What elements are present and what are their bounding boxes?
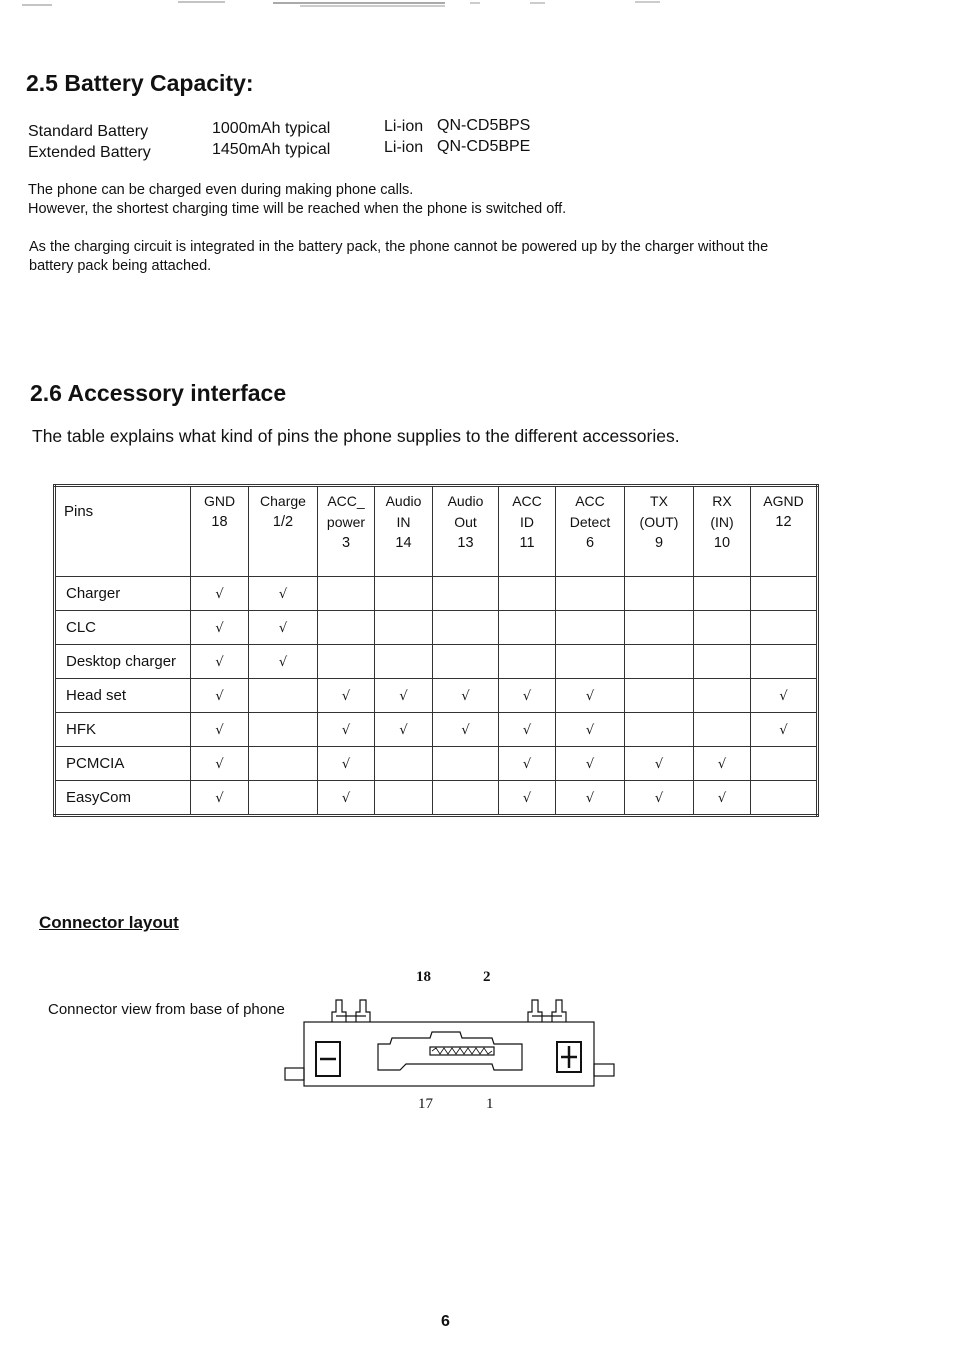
table-cell xyxy=(249,611,318,645)
check-mark: √ xyxy=(585,791,595,806)
row-label: PCMCIA xyxy=(55,747,191,781)
check-mark: √ xyxy=(654,791,664,806)
table-cell xyxy=(375,781,433,816)
table-cell xyxy=(751,611,818,645)
battery-type-column xyxy=(28,121,151,163)
table-cell xyxy=(751,679,818,713)
check-mark: √ xyxy=(341,757,351,772)
table-cell xyxy=(249,679,318,713)
charging-line-4: battery pack being attached. xyxy=(29,258,212,274)
table-cell xyxy=(751,577,818,611)
table-cell xyxy=(433,747,499,781)
table-cell xyxy=(433,713,499,747)
table-cell xyxy=(191,747,249,781)
table-cell xyxy=(191,611,249,645)
check-mark: √ xyxy=(215,757,224,772)
accessory-heading: 2.6 Accessory interface xyxy=(30,380,287,406)
table-cell xyxy=(625,645,694,679)
table-cell xyxy=(556,713,625,747)
table-header-row xyxy=(55,486,818,577)
row-label: CLC xyxy=(55,611,191,645)
table-cell xyxy=(625,577,694,611)
battery-type-extended: Extended Battery xyxy=(28,144,151,161)
table-cell xyxy=(556,645,625,679)
check-mark: √ xyxy=(717,791,727,806)
table-cell xyxy=(694,747,751,781)
table-cell xyxy=(375,577,433,611)
col-header-charge: Charge 1/2 xyxy=(249,486,318,577)
table-cell xyxy=(249,747,318,781)
table-cell xyxy=(375,645,433,679)
table-cell xyxy=(499,611,556,645)
table-cell xyxy=(499,577,556,611)
table-cell xyxy=(191,679,249,713)
check-mark: √ xyxy=(399,689,408,704)
table-row xyxy=(55,577,818,611)
battery-type-standard: Standard Battery xyxy=(28,123,149,140)
check-mark: √ xyxy=(341,723,351,738)
table-row xyxy=(55,781,818,816)
table-cell xyxy=(625,747,694,781)
table-cell xyxy=(499,747,556,781)
row-label: EasyCom xyxy=(55,781,191,816)
battery-capacity-standard: 1000mAh typical xyxy=(212,120,331,137)
table-cell xyxy=(433,577,499,611)
charging-paragraph-2 xyxy=(29,238,768,276)
col-header-gnd: GND 18 xyxy=(191,486,249,577)
pins-header: Pins xyxy=(55,486,191,577)
table-cell xyxy=(375,679,433,713)
battery-chem-extended: Li-ion xyxy=(384,139,424,156)
table-cell xyxy=(318,645,375,679)
table-cell xyxy=(751,645,818,679)
battery-part-column xyxy=(437,115,530,157)
check-mark: √ xyxy=(399,723,408,738)
table-cell xyxy=(694,645,751,679)
row-label: HFK xyxy=(55,713,191,747)
check-mark: √ xyxy=(278,587,288,602)
col-header-acc-detect: ACC Detect 6 xyxy=(556,486,625,577)
check-mark: √ xyxy=(779,723,788,738)
table-cell xyxy=(318,781,375,816)
check-mark: √ xyxy=(215,587,224,602)
table-cell xyxy=(191,577,249,611)
check-mark: √ xyxy=(522,723,532,738)
col-header-tx-out: TX (OUT) 9 xyxy=(625,486,694,577)
table-row xyxy=(55,645,818,679)
battery-capacity-extended: 1450mAh typical xyxy=(212,141,331,158)
charging-line-2: However, the shortest charging time will be reached when the phone is switched off. xyxy=(28,201,567,217)
table-cell xyxy=(318,713,375,747)
table-cell xyxy=(375,611,433,645)
table-cell xyxy=(625,611,694,645)
table-cell xyxy=(375,747,433,781)
charging-line-1: The phone can be charged even during making phone calls. xyxy=(28,182,414,198)
table-cell xyxy=(751,781,818,816)
table-cell xyxy=(375,713,433,747)
table-cell xyxy=(191,781,249,816)
check-mark: √ xyxy=(215,791,224,806)
pin-label-2: 2 xyxy=(483,969,491,985)
table-cell xyxy=(433,781,499,816)
table-cell xyxy=(694,713,751,747)
connector-diagram xyxy=(280,990,620,1090)
col-header-audio-out: Audio Out 13 xyxy=(433,486,499,577)
accessory-intro: The table explains what kind of pins the phone supplies to the different accessories. xyxy=(32,426,680,446)
table-cell xyxy=(318,611,375,645)
table-cell xyxy=(249,781,318,816)
col-header-audio-in: Audio IN 14 xyxy=(375,486,433,577)
table-cell xyxy=(249,645,318,679)
check-mark: √ xyxy=(654,757,664,772)
table-cell xyxy=(433,679,499,713)
battery-chem-column xyxy=(384,116,423,158)
battery-part-extended: QN-CD5BPE xyxy=(437,138,531,155)
table-row xyxy=(55,679,818,713)
table-cell xyxy=(694,781,751,816)
table-cell xyxy=(751,713,818,747)
table-row xyxy=(55,713,818,747)
table-cell xyxy=(249,577,318,611)
battery-chem-standard: Li-ion xyxy=(384,118,424,135)
check-mark: √ xyxy=(585,723,595,738)
charging-line-3: As the charging circuit is integrated in the battery pack, the phone cannot be powered up by the charger without the xyxy=(29,239,769,255)
table-cell xyxy=(433,645,499,679)
accessory-table-body xyxy=(55,577,818,816)
table-cell xyxy=(318,747,375,781)
col-header-agnd: AGND 12 xyxy=(751,486,818,577)
table-cell xyxy=(556,611,625,645)
check-mark: √ xyxy=(341,791,351,806)
table-cell xyxy=(556,577,625,611)
battery-heading: 2.5 Battery Capacity: xyxy=(26,70,254,96)
table-cell xyxy=(625,679,694,713)
check-mark: √ xyxy=(522,757,532,772)
pin-label-1: 1 xyxy=(486,1096,494,1112)
table-cell xyxy=(694,577,751,611)
table-cell xyxy=(433,611,499,645)
pin-label-17: 17 xyxy=(418,1096,433,1112)
table-cell xyxy=(499,679,556,713)
check-mark: √ xyxy=(522,689,532,704)
table-cell xyxy=(556,747,625,781)
table-cell xyxy=(694,611,751,645)
table-row xyxy=(55,611,818,645)
table-cell xyxy=(191,713,249,747)
accessory-pin-table xyxy=(53,484,819,817)
battery-part-standard: QN-CD5BPS xyxy=(437,117,531,134)
table-cell xyxy=(318,679,375,713)
page-number: 6 xyxy=(441,1313,450,1330)
table-cell xyxy=(625,781,694,816)
check-mark: √ xyxy=(461,723,470,738)
check-mark: √ xyxy=(215,689,224,704)
table-row xyxy=(55,747,818,781)
check-mark: √ xyxy=(522,791,532,806)
table-cell xyxy=(694,679,751,713)
check-mark: √ xyxy=(585,689,595,704)
table-cell xyxy=(625,713,694,747)
table-cell xyxy=(191,645,249,679)
check-mark: √ xyxy=(278,655,288,670)
col-header-acc-id: ACC ID 11 xyxy=(499,486,556,577)
check-mark: √ xyxy=(585,757,595,772)
col-header-rx-in: RX (IN) 10 xyxy=(694,486,751,577)
row-label: Desktop charger xyxy=(55,645,191,679)
table-cell xyxy=(499,713,556,747)
connector-caption: Connector view from base of phone xyxy=(48,1001,285,1018)
check-mark: √ xyxy=(215,723,224,738)
col-header-acc-power: ACC_ power 3 xyxy=(318,486,375,577)
table-cell xyxy=(499,781,556,816)
pin-label-18: 18 xyxy=(416,969,431,985)
check-mark: √ xyxy=(461,689,470,704)
row-label: Head set xyxy=(55,679,191,713)
check-mark: √ xyxy=(215,621,224,636)
table-cell xyxy=(556,781,625,816)
table-cell xyxy=(751,747,818,781)
charging-paragraph-1 xyxy=(28,181,566,219)
battery-capacity-column xyxy=(212,118,330,160)
check-mark: √ xyxy=(278,621,288,636)
check-mark: √ xyxy=(341,689,351,704)
check-mark: √ xyxy=(779,689,788,704)
check-mark: √ xyxy=(215,655,224,670)
table-cell xyxy=(499,645,556,679)
row-label: Charger xyxy=(55,577,191,611)
header-rule xyxy=(0,0,954,10)
table-cell xyxy=(556,679,625,713)
connector-heading: Connector layout xyxy=(39,913,179,932)
check-mark: √ xyxy=(717,757,727,772)
table-cell xyxy=(249,713,318,747)
table-cell xyxy=(318,577,375,611)
